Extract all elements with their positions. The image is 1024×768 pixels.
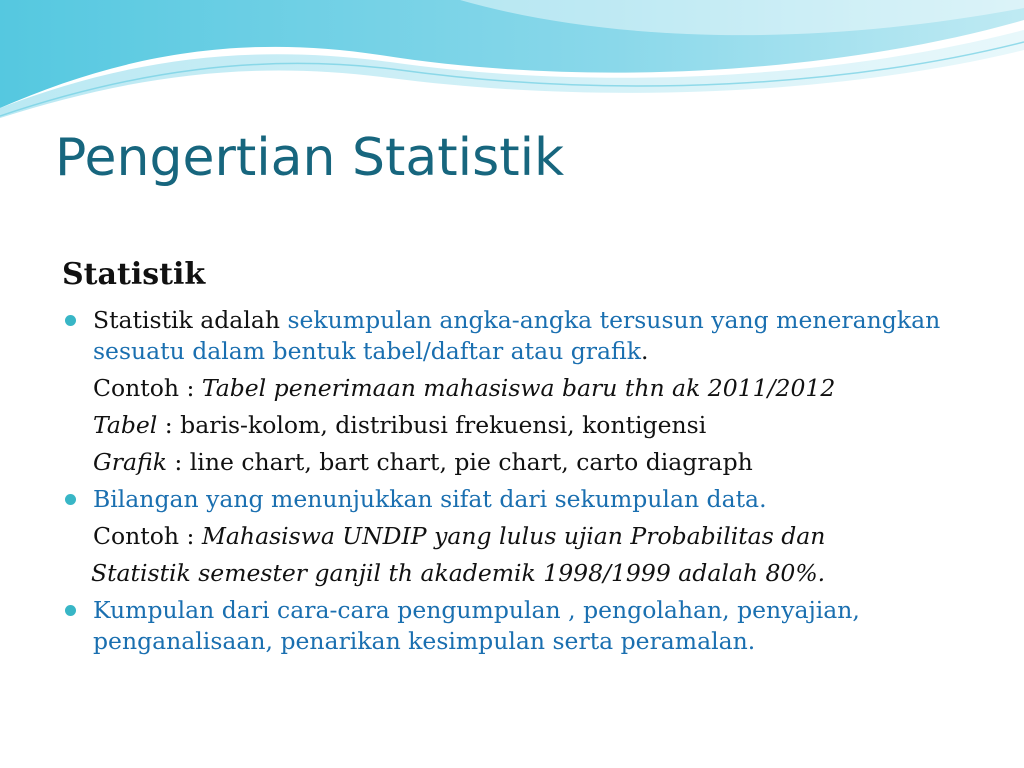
slide-content — [60, 305, 980, 657]
bullet-3-text: Kumpulan dari cara-cara pengumpulan , pengolahan, penyajian, penganalisaan, penarikan kesimpulan serta peramalan. — [93, 596, 860, 655]
grafik-line — [60, 447, 980, 478]
tabel-value: : baris-kolom, distribusi frekuensi, kontigensi — [157, 411, 707, 439]
contoh-2-value-2: Statistik semester ganjil th akademik 1998/1999 adalah 80%. — [91, 559, 826, 587]
contoh-2-label: Contoh : — [93, 522, 202, 550]
bullet-1-lead: Statistik adalah — [93, 306, 288, 334]
wave-header-decoration — [0, 0, 1024, 130]
section-heading: Statistik — [62, 257, 206, 292]
bullet-2-text: Bilangan yang menunjukkan sifat dari sekumpulan data. — [93, 485, 767, 513]
bullet-item-3 — [60, 595, 980, 657]
bullet-icon — [65, 605, 76, 616]
bullet-item-2 — [60, 484, 980, 515]
contoh-1-value: Tabel penerimaan mahasiswa baru thn ak 2011/2012 — [201, 374, 836, 402]
contoh-2-value: Mahasiswa UNDIP yang lulus ujian Probabilitas dan — [201, 522, 826, 550]
grafik-value: : line chart, bart chart, pie chart, carto diagraph — [166, 448, 753, 476]
slide-title: Pengertian Statistik — [55, 128, 565, 188]
tabel-label: Tabel — [93, 411, 158, 439]
tabel-line — [60, 410, 980, 441]
bullet-icon — [65, 494, 76, 505]
bullet-1-tail: . — [640, 337, 649, 365]
contoh-2-line — [60, 521, 980, 552]
contoh-1-line — [60, 373, 980, 404]
bullet-1-definition: sekumpulan angka-angka tersusun yang menerangkan sesuatu dalam bentuk tabel/daftar atau grafik — [93, 306, 941, 365]
bullet-icon — [65, 315, 76, 326]
contoh-2-line-2 — [60, 558, 980, 589]
grafik-label: Grafik — [93, 448, 167, 476]
bullet-item-1 — [60, 305, 980, 367]
contoh-1-label: Contoh : — [93, 374, 202, 402]
